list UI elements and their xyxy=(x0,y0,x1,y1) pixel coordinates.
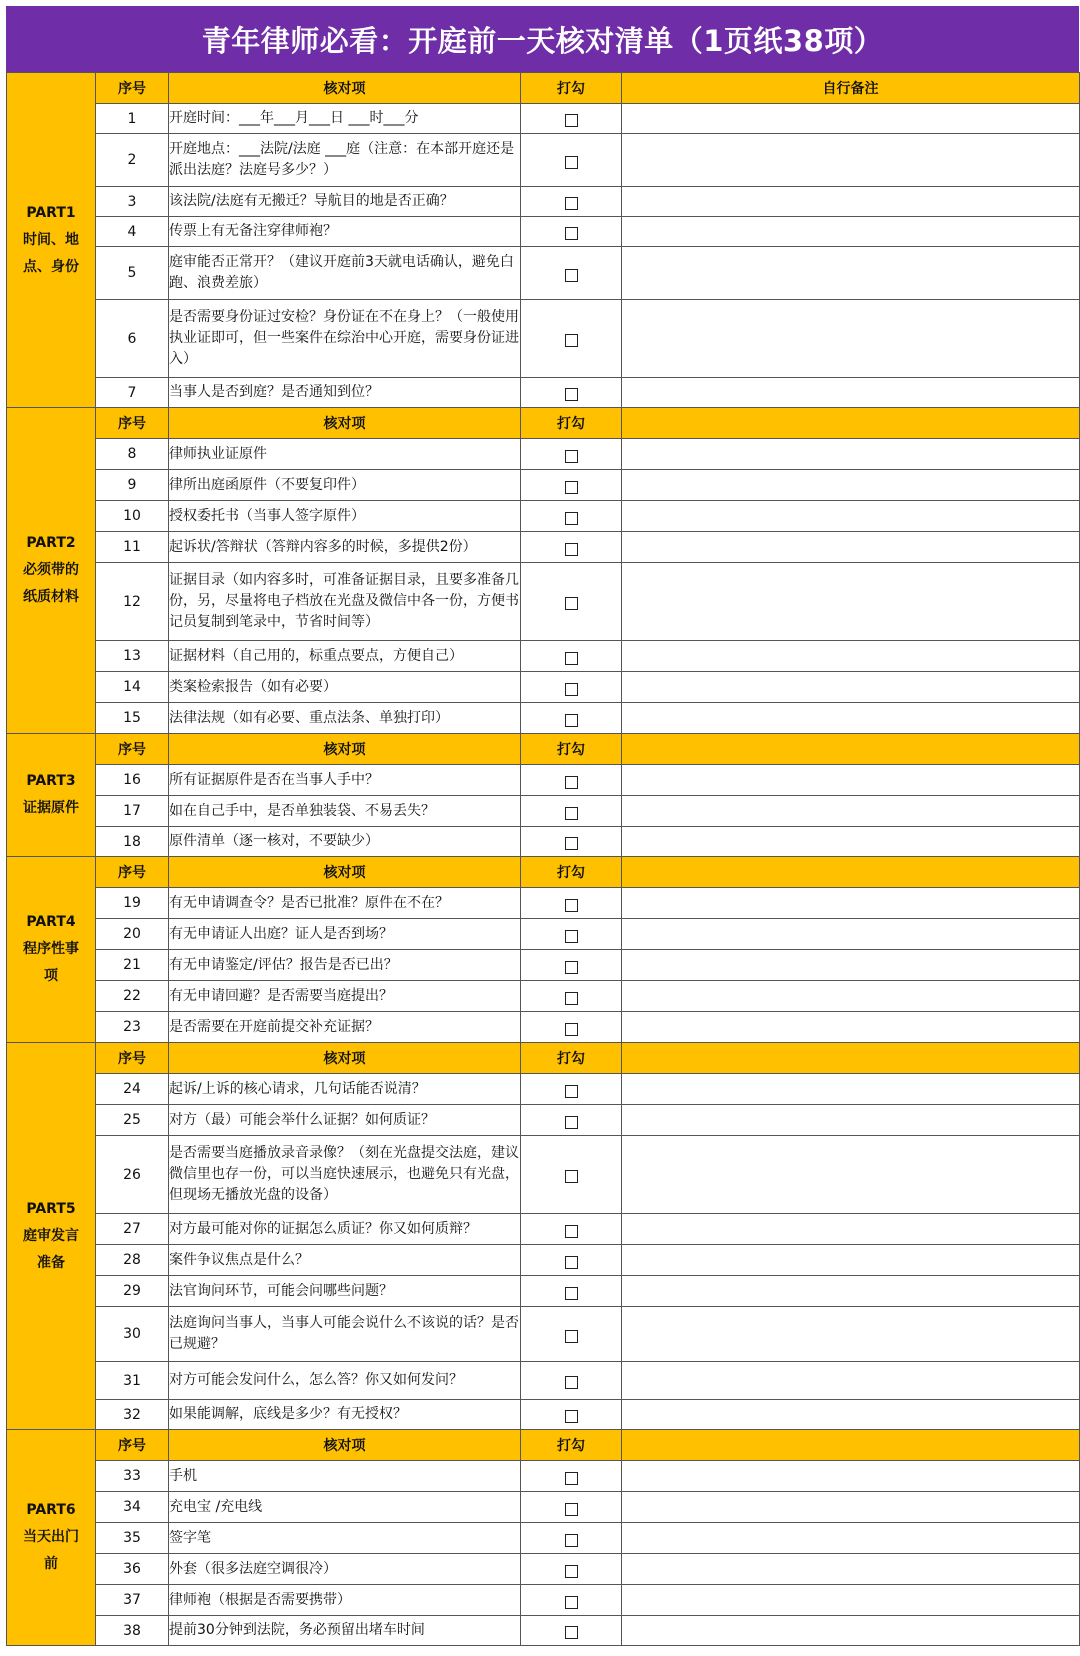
notes-cell[interactable] xyxy=(622,1074,1080,1105)
checkbox-cell xyxy=(521,1012,622,1043)
item-number: 21 xyxy=(96,950,169,981)
item-text: 法官询问环节，可能会问哪些问题？ xyxy=(169,1276,521,1307)
checkbox[interactable] xyxy=(565,543,578,556)
header-num: 序号 xyxy=(96,1043,169,1074)
checkbox-cell xyxy=(521,1400,622,1430)
item-number: 6 xyxy=(96,300,169,378)
checkbox[interactable] xyxy=(565,512,578,525)
checkbox[interactable] xyxy=(565,114,578,127)
header-notes xyxy=(622,408,1080,439)
checkbox-cell xyxy=(521,888,622,919)
item-text: 开庭地点：___法院/法庭 ___庭（注意：在本部开庭还是派出法庭？法庭号多少？） xyxy=(169,134,521,187)
checklist-table xyxy=(6,72,1080,1646)
notes-cell[interactable] xyxy=(622,1245,1080,1276)
checkbox[interactable] xyxy=(565,1287,578,1300)
header-check: 打勾 xyxy=(521,734,622,765)
item-text: 有无申请鉴定/评估？报告是否已出？ xyxy=(169,950,521,981)
checkbox-cell xyxy=(521,134,622,187)
item-number: 38 xyxy=(96,1616,169,1646)
item-number: 34 xyxy=(96,1492,169,1523)
checkbox[interactable] xyxy=(565,1565,578,1578)
header-check: 打勾 xyxy=(521,408,622,439)
item-text: 签字笔 xyxy=(169,1523,521,1554)
checklist-row xyxy=(7,1554,1080,1585)
item-number: 37 xyxy=(96,1585,169,1616)
checklist-row xyxy=(7,1461,1080,1492)
notes-cell[interactable] xyxy=(622,217,1080,247)
item-text: 证据目录（如内容多时，可准备证据目录，且要多准备几份，另，尽量将电子档放在光盘及微信中各一份，方便书记员复制到笔录中，节省时间等） xyxy=(169,563,521,641)
notes-cell[interactable] xyxy=(622,703,1080,734)
notes-cell[interactable] xyxy=(622,1492,1080,1523)
checkbox[interactable] xyxy=(565,930,578,943)
notes-cell[interactable] xyxy=(622,563,1080,641)
item-text: 充电宝 /充电线 xyxy=(169,1492,521,1523)
checklist-row xyxy=(7,641,1080,672)
column-header-row xyxy=(7,73,1080,104)
checklist-row xyxy=(7,796,1080,827)
notes-cell[interactable] xyxy=(622,470,1080,501)
checkbox-cell xyxy=(521,247,622,300)
checklist-row xyxy=(7,1307,1080,1362)
section-label: PART2 必须带的 纸质材料 xyxy=(7,408,96,734)
notes-cell[interactable] xyxy=(622,1400,1080,1430)
header-check: 打勾 xyxy=(521,1043,622,1074)
item-number: 14 xyxy=(96,672,169,703)
checkbox[interactable] xyxy=(565,1170,578,1183)
item-text: 类案检索报告（如有必要） xyxy=(169,672,521,703)
header-item: 核对项 xyxy=(169,1430,521,1461)
notes-cell[interactable] xyxy=(622,1362,1080,1400)
header-notes xyxy=(622,1043,1080,1074)
item-number: 12 xyxy=(96,563,169,641)
item-text: 有无申请回避？是否需要当庭提出？ xyxy=(169,981,521,1012)
item-text: 庭审能否正常开？（建议开庭前3天就电话确认，避免白跑、浪费差旅） xyxy=(169,247,521,300)
checkbox[interactable] xyxy=(565,1225,578,1238)
checkbox[interactable] xyxy=(565,1256,578,1269)
header-num: 序号 xyxy=(96,734,169,765)
item-number: 28 xyxy=(96,1245,169,1276)
item-text: 传票上有无备注穿律师袍？ xyxy=(169,217,521,247)
checklist-row xyxy=(7,1616,1080,1646)
checklist-row xyxy=(7,1074,1080,1105)
item-text: 对方可能会发问什么，怎么答？你又如何发问？ xyxy=(169,1362,521,1400)
checkbox-cell xyxy=(521,439,622,470)
checklist-row xyxy=(7,563,1080,641)
checklist-row xyxy=(7,187,1080,217)
checkbox-cell xyxy=(521,1492,622,1523)
checklist-row xyxy=(7,300,1080,378)
item-text: 律师执业证原件 xyxy=(169,439,521,470)
checklist-row xyxy=(7,532,1080,563)
checklist-row xyxy=(7,1245,1080,1276)
item-number: 17 xyxy=(96,796,169,827)
checkbox[interactable] xyxy=(565,197,578,210)
checkbox-cell xyxy=(521,1554,622,1585)
notes-cell[interactable] xyxy=(622,888,1080,919)
notes-cell[interactable] xyxy=(622,1012,1080,1043)
notes-cell[interactable] xyxy=(622,950,1080,981)
section-label: PART3 证据原件 xyxy=(7,734,96,857)
column-header-row xyxy=(7,1430,1080,1461)
notes-cell[interactable] xyxy=(622,1616,1080,1646)
item-text: 如果能调解，底线是多少？有无授权？ xyxy=(169,1400,521,1430)
checkbox[interactable] xyxy=(565,683,578,696)
checkbox-cell xyxy=(521,1214,622,1245)
notes-cell[interactable] xyxy=(622,641,1080,672)
item-text: 提前30分钟到法院，务必预留出堵车时间 xyxy=(169,1616,521,1646)
item-number: 10 xyxy=(96,501,169,532)
header-item: 核对项 xyxy=(169,857,521,888)
item-text: 所有证据原件是否在当事人手中？ xyxy=(169,765,521,796)
item-number: 22 xyxy=(96,981,169,1012)
checkbox[interactable] xyxy=(565,597,578,610)
section-label: PART4 程序性事 项 xyxy=(7,857,96,1043)
item-number: 30 xyxy=(96,1307,169,1362)
item-text: 律所出庭函原件（不要复印件） xyxy=(169,470,521,501)
notes-cell[interactable] xyxy=(622,981,1080,1012)
column-header-row xyxy=(7,734,1080,765)
checklist-row xyxy=(7,378,1080,408)
checkbox[interactable] xyxy=(565,1596,578,1609)
item-number: 24 xyxy=(96,1074,169,1105)
notes-cell[interactable] xyxy=(622,1307,1080,1362)
item-text: 是否需要在开庭前提交补充证据？ xyxy=(169,1012,521,1043)
checkbox[interactable] xyxy=(565,899,578,912)
notes-cell[interactable] xyxy=(622,1554,1080,1585)
checklist-row xyxy=(7,439,1080,470)
item-number: 23 xyxy=(96,1012,169,1043)
item-number: 35 xyxy=(96,1523,169,1554)
header-notes xyxy=(622,1430,1080,1461)
checkbox-cell xyxy=(521,378,622,408)
checkbox-cell xyxy=(521,641,622,672)
header-num: 序号 xyxy=(96,857,169,888)
checkbox[interactable] xyxy=(565,1116,578,1129)
item-number: 19 xyxy=(96,888,169,919)
checkbox[interactable] xyxy=(565,481,578,494)
checkbox-cell xyxy=(521,919,622,950)
item-text: 律师袍（根据是否需要携带） xyxy=(169,1585,521,1616)
notes-cell[interactable] xyxy=(622,765,1080,796)
checkbox-cell xyxy=(521,532,622,563)
notes-cell[interactable] xyxy=(622,1461,1080,1492)
notes-cell[interactable] xyxy=(622,1276,1080,1307)
item-number: 36 xyxy=(96,1554,169,1585)
notes-cell[interactable] xyxy=(622,827,1080,857)
checkbox[interactable] xyxy=(565,334,578,347)
item-text: 起诉状/答辩状（答辩内容多的时候，多提供2份） xyxy=(169,532,521,563)
checkbox[interactable] xyxy=(565,227,578,240)
checklist-row xyxy=(7,1492,1080,1523)
item-text: 法律法规（如有必要、重点法条、单独打印） xyxy=(169,703,521,734)
checkbox-cell xyxy=(521,1276,622,1307)
checkbox[interactable] xyxy=(565,450,578,463)
checklist-row xyxy=(7,1400,1080,1430)
header-notes: 自行备注 xyxy=(622,73,1080,104)
checkbox-cell xyxy=(521,1307,622,1362)
header-num: 序号 xyxy=(96,73,169,104)
notes-cell[interactable] xyxy=(622,501,1080,532)
item-text: 是否需要当庭播放录音录像？（刻在光盘提交法庭，建议微信里也存一份，可以当庭快速展示，也避免只有光盘，但现场无播放光盘的设备） xyxy=(169,1136,521,1214)
item-number: 1 xyxy=(96,104,169,134)
checkbox-cell xyxy=(521,981,622,1012)
checklist-row xyxy=(7,217,1080,247)
item-number: 18 xyxy=(96,827,169,857)
notes-cell[interactable] xyxy=(622,796,1080,827)
header-item: 核对项 xyxy=(169,1043,521,1074)
checkbox-cell xyxy=(521,300,622,378)
checkbox[interactable] xyxy=(565,1534,578,1547)
checkbox[interactable] xyxy=(565,1410,578,1423)
notes-cell[interactable] xyxy=(622,1136,1080,1214)
item-number: 8 xyxy=(96,439,169,470)
header-check: 打勾 xyxy=(521,857,622,888)
checklist-row xyxy=(7,104,1080,134)
notes-cell[interactable] xyxy=(622,919,1080,950)
checkbox-cell xyxy=(521,187,622,217)
item-text: 外套（很多法庭空调很冷） xyxy=(169,1554,521,1585)
checklist-row xyxy=(7,1136,1080,1214)
item-text: 起诉/上诉的核心请求，几句话能否说清？ xyxy=(169,1074,521,1105)
header-check: 打勾 xyxy=(521,73,622,104)
checkbox-cell xyxy=(521,796,622,827)
column-header-row xyxy=(7,1043,1080,1074)
notes-cell[interactable] xyxy=(622,672,1080,703)
notes-cell[interactable] xyxy=(622,104,1080,134)
checkbox-cell xyxy=(521,563,622,641)
item-number: 3 xyxy=(96,187,169,217)
checklist-row xyxy=(7,981,1080,1012)
item-number: 29 xyxy=(96,1276,169,1307)
item-number: 13 xyxy=(96,641,169,672)
column-header-row xyxy=(7,857,1080,888)
checkbox[interactable] xyxy=(565,714,578,727)
item-number: 33 xyxy=(96,1461,169,1492)
checkbox[interactable] xyxy=(565,992,578,1005)
checklist-row xyxy=(7,1585,1080,1616)
checkbox-cell xyxy=(521,1585,622,1616)
checklist-row xyxy=(7,827,1080,857)
checkbox-cell xyxy=(521,1362,622,1400)
checkbox[interactable] xyxy=(565,388,578,401)
notes-cell[interactable] xyxy=(622,378,1080,408)
item-text: 有无申请证人出庭？证人是否到场？ xyxy=(169,919,521,950)
checkbox-cell xyxy=(521,501,622,532)
checkbox[interactable] xyxy=(565,1472,578,1485)
checkbox[interactable] xyxy=(565,269,578,282)
item-text: 对方（最）可能会举什么证据？如何质证？ xyxy=(169,1105,521,1136)
item-text: 法庭询问当事人，当事人可能会说什么不该说的话？是否已规避？ xyxy=(169,1307,521,1362)
item-text: 如在自己手中，是否单独装袋、不易丢失？ xyxy=(169,796,521,827)
checkbox-cell xyxy=(521,1245,622,1276)
item-text: 有无申请调查令？是否已批准？原件在不在？ xyxy=(169,888,521,919)
header-item: 核对项 xyxy=(169,73,521,104)
section-label: PART6 当天出门 前 xyxy=(7,1430,96,1646)
checklist-row xyxy=(7,1214,1080,1245)
notes-cell[interactable] xyxy=(622,1214,1080,1245)
checkbox[interactable] xyxy=(565,1023,578,1036)
checkbox-cell xyxy=(521,470,622,501)
checkbox[interactable] xyxy=(565,1376,578,1389)
checklist-row xyxy=(7,247,1080,300)
column-header-row xyxy=(7,408,1080,439)
header-notes xyxy=(622,857,1080,888)
item-text: 授权委托书（当事人签字原件） xyxy=(169,501,521,532)
checklist-row xyxy=(7,1012,1080,1043)
checklist-row xyxy=(7,888,1080,919)
notes-cell[interactable] xyxy=(622,300,1080,378)
checkbox[interactable] xyxy=(565,837,578,850)
item-number: 4 xyxy=(96,217,169,247)
item-number: 25 xyxy=(96,1105,169,1136)
checkbox[interactable] xyxy=(565,1503,578,1516)
checklist-row xyxy=(7,1523,1080,1554)
checkbox[interactable] xyxy=(565,776,578,789)
checklist-row xyxy=(7,1276,1080,1307)
item-text: 原件清单（逐一核对，不要缺少） xyxy=(169,827,521,857)
checkbox-cell xyxy=(521,1616,622,1646)
header-item: 核对项 xyxy=(169,734,521,765)
notes-cell[interactable] xyxy=(622,1523,1080,1554)
item-number: 7 xyxy=(96,378,169,408)
section-label: PART1 时间、地 点、身份 xyxy=(7,73,96,408)
notes-cell[interactable] xyxy=(622,1585,1080,1616)
checkbox-cell xyxy=(521,104,622,134)
checklist-row xyxy=(7,950,1080,981)
checkbox-cell xyxy=(521,1523,622,1554)
item-number: 20 xyxy=(96,919,169,950)
checkbox-cell xyxy=(521,672,622,703)
item-number: 5 xyxy=(96,247,169,300)
notes-cell[interactable] xyxy=(622,1105,1080,1136)
checklist-row xyxy=(7,1362,1080,1400)
item-text: 案件争议焦点是什么？ xyxy=(169,1245,521,1276)
item-text: 证据材料（自己用的，标重点要点，方便自己） xyxy=(169,641,521,672)
checkbox[interactable] xyxy=(565,1626,578,1639)
item-text: 开庭时间：___年___月___日 ___时___分 xyxy=(169,104,521,134)
checklist-row xyxy=(7,501,1080,532)
item-text: 手机 xyxy=(169,1461,521,1492)
item-text: 该法院/法庭有无搬迁？导航目的地是否正确？ xyxy=(169,187,521,217)
checkbox[interactable] xyxy=(565,652,578,665)
item-number: 2 xyxy=(96,134,169,187)
item-number: 27 xyxy=(96,1214,169,1245)
checkbox-cell xyxy=(521,1074,622,1105)
checkbox-cell xyxy=(521,703,622,734)
checkbox-cell xyxy=(521,1461,622,1492)
notes-cell[interactable] xyxy=(622,134,1080,187)
item-number: 32 xyxy=(96,1400,169,1430)
item-number: 26 xyxy=(96,1136,169,1214)
item-number: 11 xyxy=(96,532,169,563)
item-text: 是否需要身份证过安检？身份证在不在身上？（一般使用执业证即可，但一些案件在综治中心开庭，需要身份证进入） xyxy=(169,300,521,378)
checklist-row xyxy=(7,470,1080,501)
item-number: 16 xyxy=(96,765,169,796)
checkbox-cell xyxy=(521,1105,622,1136)
item-text: 当事人是否到庭？是否通知到位？ xyxy=(169,378,521,408)
item-text: 对方最可能对你的证据怎么质证？你又如何质辩？ xyxy=(169,1214,521,1245)
checkbox-cell xyxy=(521,950,622,981)
item-number: 31 xyxy=(96,1362,169,1400)
checkbox[interactable] xyxy=(565,156,578,169)
checkbox[interactable] xyxy=(565,1330,578,1343)
checklist-row xyxy=(7,919,1080,950)
item-number: 9 xyxy=(96,470,169,501)
header-notes xyxy=(622,734,1080,765)
checkbox-cell xyxy=(521,827,622,857)
item-number: 15 xyxy=(96,703,169,734)
notes-cell[interactable] xyxy=(622,247,1080,300)
header-num: 序号 xyxy=(96,1430,169,1461)
header-item: 核对项 xyxy=(169,408,521,439)
checklist-row xyxy=(7,703,1080,734)
checklist-row xyxy=(7,765,1080,796)
checkbox[interactable] xyxy=(565,807,578,820)
checkbox-cell xyxy=(521,1136,622,1214)
notes-cell[interactable] xyxy=(622,532,1080,563)
checklist-row xyxy=(7,1105,1080,1136)
checklist-row xyxy=(7,672,1080,703)
header-check: 打勾 xyxy=(521,1430,622,1461)
page-title: 青年律师必看：开庭前一天核对清单（1页纸38项） xyxy=(6,6,1079,72)
checkbox-cell xyxy=(521,765,622,796)
notes-cell[interactable] xyxy=(622,439,1080,470)
section-label: PART5 庭审发言 准备 xyxy=(7,1043,96,1430)
checkbox[interactable] xyxy=(565,1085,578,1098)
notes-cell[interactable] xyxy=(622,187,1080,217)
checkbox-cell xyxy=(521,217,622,247)
checkbox[interactable] xyxy=(565,961,578,974)
header-num: 序号 xyxy=(96,408,169,439)
checklist-row xyxy=(7,134,1080,187)
